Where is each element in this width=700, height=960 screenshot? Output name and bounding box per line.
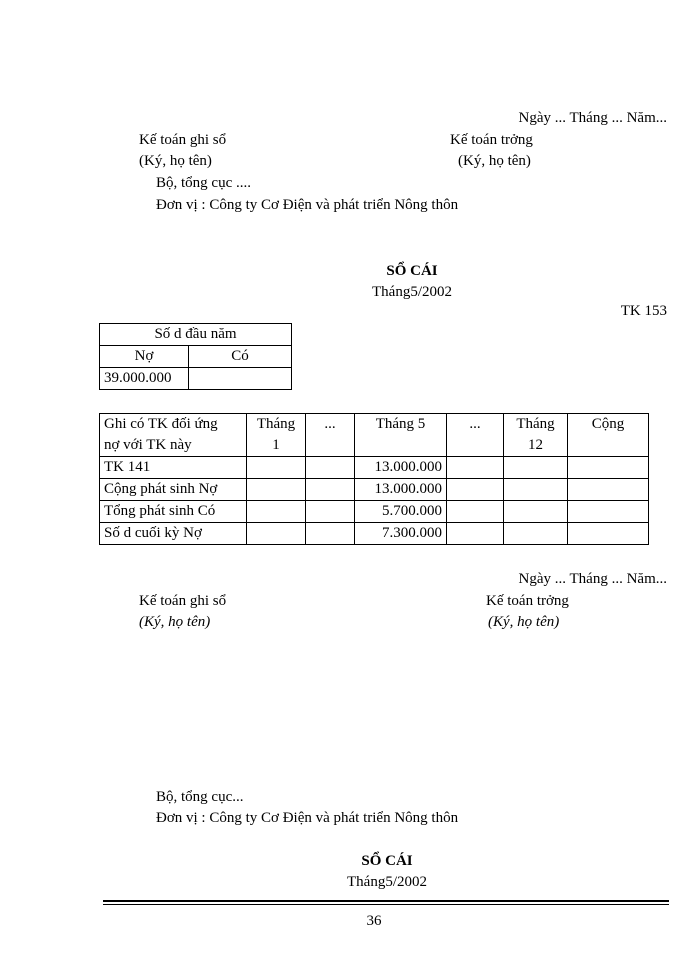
header-month12: [504, 414, 568, 457]
row-month5-value: 13.000.000: [355, 479, 447, 501]
row-label: Tổng phát sinh Có: [100, 501, 247, 523]
header-month12-line2: 12: [528, 437, 543, 453]
bottom-date-line: Ngày ... Tháng ... Năm...: [518, 571, 667, 587]
opening-debit-label: Nợ: [100, 346, 189, 368]
bottom-chief-accountant-sign: (Ký, họ tên): [488, 614, 560, 630]
row-month5-value: 13.000.000: [355, 457, 447, 479]
header-ellipsis-2: ...: [447, 414, 504, 457]
bottom-chief-accountant-title: Kế toán trởng: [486, 593, 569, 609]
table-row: [100, 523, 649, 545]
opening-credit-value: [189, 368, 292, 390]
header-ellipsis-1: ...: [306, 414, 355, 457]
account-code: TK 153: [620, 303, 667, 319]
table-row: [100, 501, 649, 523]
page-number: 36: [366, 913, 382, 929]
footer-rule-bottom: [103, 904, 669, 905]
header-month5: Tháng 5: [355, 414, 447, 457]
ledger-table: [99, 413, 649, 545]
header-desc: [100, 414, 247, 457]
ledger-title: SỔ CÁI: [386, 263, 438, 279]
header-month12-line1: Tháng: [516, 416, 555, 432]
top-accountant-title: Kế toán ghi sổ: [139, 132, 227, 148]
bottom-accountant-sign: (Ký, họ tên): [139, 614, 211, 630]
footer-rule-top: [103, 900, 669, 902]
table-row: [100, 479, 649, 501]
opening-balance-table: [99, 323, 292, 390]
unit-line: Đơn vị : Công ty Cơ Điện và phát triển Nông thôn: [156, 197, 459, 213]
row-label: TK 141: [100, 457, 247, 479]
opening-balance-header: Số d đầu năm: [100, 324, 292, 346]
header-desc-line1: Ghi có TK đối ứng: [104, 416, 218, 432]
header-month1: [247, 414, 306, 457]
top-chief-accountant-sign: (Ký, họ tên): [458, 153, 531, 169]
opening-credit-label: Có: [189, 346, 292, 368]
table-row: [100, 457, 649, 479]
top-date-line: Ngày ... Tháng ... Năm...: [518, 110, 667, 126]
header-month1-line1: Tháng: [256, 416, 296, 432]
ledger-period: Tháng5/2002: [372, 284, 452, 300]
row-label: Cộng phát sinh Nợ: [100, 479, 247, 501]
opening-debit-value: 39.000.000: [100, 368, 189, 390]
bottom-accountant-title: Kế toán ghi sổ: [139, 593, 227, 609]
header-month1-line2: 1: [272, 437, 280, 453]
unit-line-2: Đơn vị : Công ty Cơ Điện và phát triển Nông thôn: [156, 810, 459, 826]
top-chief-accountant-title: Kế toán trởng: [450, 132, 533, 148]
header-total: Cộng: [568, 414, 649, 457]
ledger-period-2: Tháng5/2002: [347, 874, 427, 890]
row-month5-value: 7.300.000: [355, 523, 447, 545]
ministry-line-2: Bộ, tổng cục...: [156, 789, 244, 805]
ledger-title-2: SỔ CÁI: [361, 853, 413, 869]
ledger-header-row: [100, 414, 649, 457]
top-accountant-sign: (Ký, họ tên): [139, 153, 212, 169]
row-month5-value: 5.700.000: [355, 501, 447, 523]
row-label: Số d cuối kỳ Nợ: [100, 523, 247, 545]
header-desc-line2: nợ với TK này: [104, 437, 192, 453]
ministry-line: Bộ, tổng cục ....: [156, 175, 251, 191]
